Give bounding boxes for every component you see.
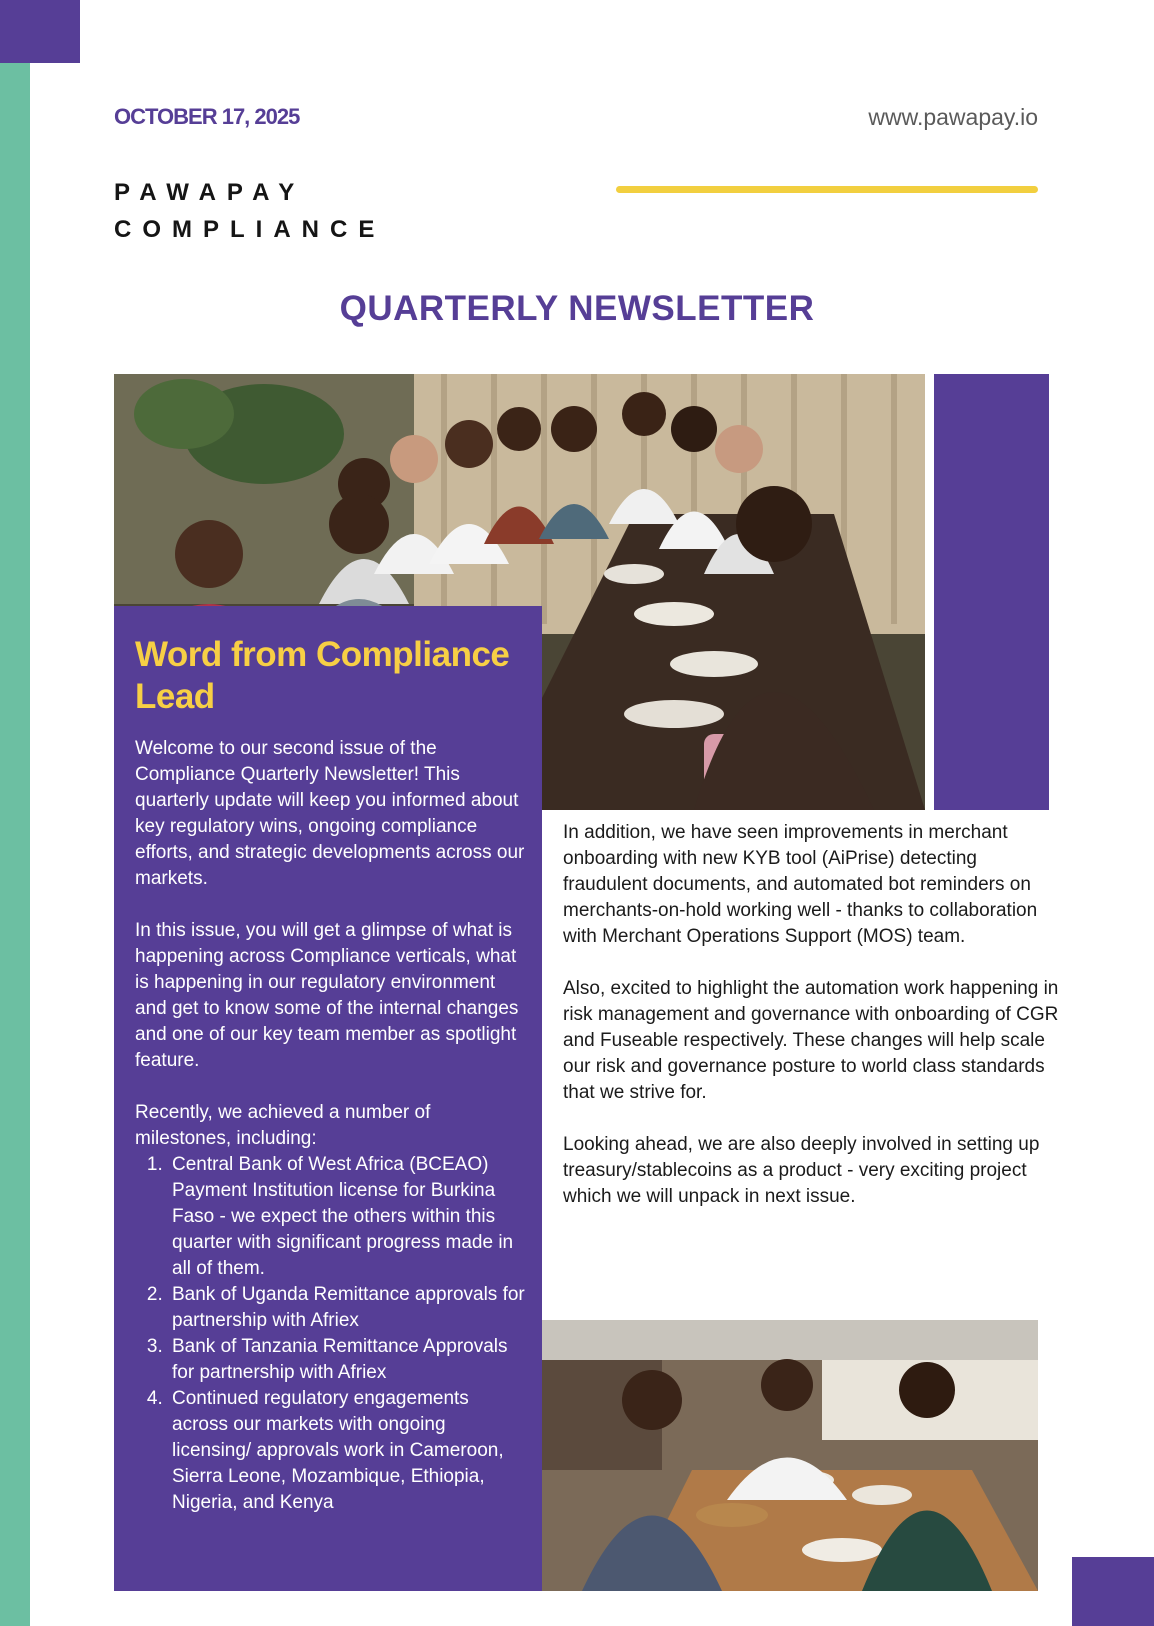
page-title: QUARTERLY NEWSLETTER	[339, 289, 815, 328]
issue-date: OCTOBER 17, 2025	[114, 104, 300, 129]
header-divider	[616, 186, 1038, 193]
milestone-item: 3. Bank of Tanzania Remittance Approvals for partnership with Afriex	[168, 1334, 528, 1386]
bottom-right-corner-block	[1072, 1557, 1154, 1626]
brand-subtitle: COMPLIANCE	[114, 216, 386, 243]
team-lunch-illustration	[542, 1320, 1038, 1591]
brand-name: PAWAPAY	[114, 179, 306, 206]
milestone-item: 2. Bank of Uganda Remittance approvals for partnership with Afriex	[168, 1282, 528, 1334]
top-left-corner-block	[0, 0, 80, 63]
body-paragraph: Also, excited to highlight the automation work happening in risk management and governance with onboarding of CGR and Fuseable respectively. These changes will help scale our risk and governance posture to world class standards that we strive for.	[563, 978, 1059, 1103]
website-link[interactable]: www.pawapay.io	[868, 104, 1038, 130]
body-paragraph: In addition, we have seen improvements in merchant onboarding with new KYB tool (AiPrise) detecting fraudulent documents, and automated bot reminders on merchants-on-hold working well - thanks to collaboration with Merchant Operations Support (MOS) team.	[563, 822, 1038, 947]
team-lunch-photo	[542, 1320, 1038, 1591]
milestones-intro: Recently, we achieved a number of milestones, including:	[135, 1102, 431, 1149]
milestones-list	[135, 1152, 528, 1516]
compliance-lead-panel	[114, 606, 542, 1591]
milestone-item: 1. Central Bank of West Africa (BCEAO) Payment Institution license for Burkina Faso - we expect the others within this quarter with significant progress made in all of them.	[168, 1152, 528, 1282]
milestone-item: 4. Continued regulatory engagements across our markets with ongoing licensing/ approvals work in Cameroon, Sierra Leone, Mozambique, Ethiopia, Nigeria, and Kenya	[168, 1386, 528, 1516]
section-heading: Word from Compliance Lead	[135, 635, 510, 716]
lead-paragraph: Welcome to our second issue of the Compliance Quarterly Newsletter! This quarterly update will keep you informed about key regulatory wins, ongoing compliance efforts, and strategic developments across our markets.	[135, 738, 525, 889]
body-paragraph: Looking ahead, we are also deeply involved in setting up treasury/stablecoins as a product - very exciting project which we will unpack in next issue.	[563, 1134, 1040, 1207]
purple-accent-block	[934, 374, 1049, 810]
right-column-text	[563, 820, 1061, 1236]
lead-paragraph: In this issue, you will get a glimpse of what is happening across Compliance verticals, what is happening in our regulatory environment and get to know some of the internal changes and one of our key team member as spotlight feature.	[135, 920, 519, 1071]
